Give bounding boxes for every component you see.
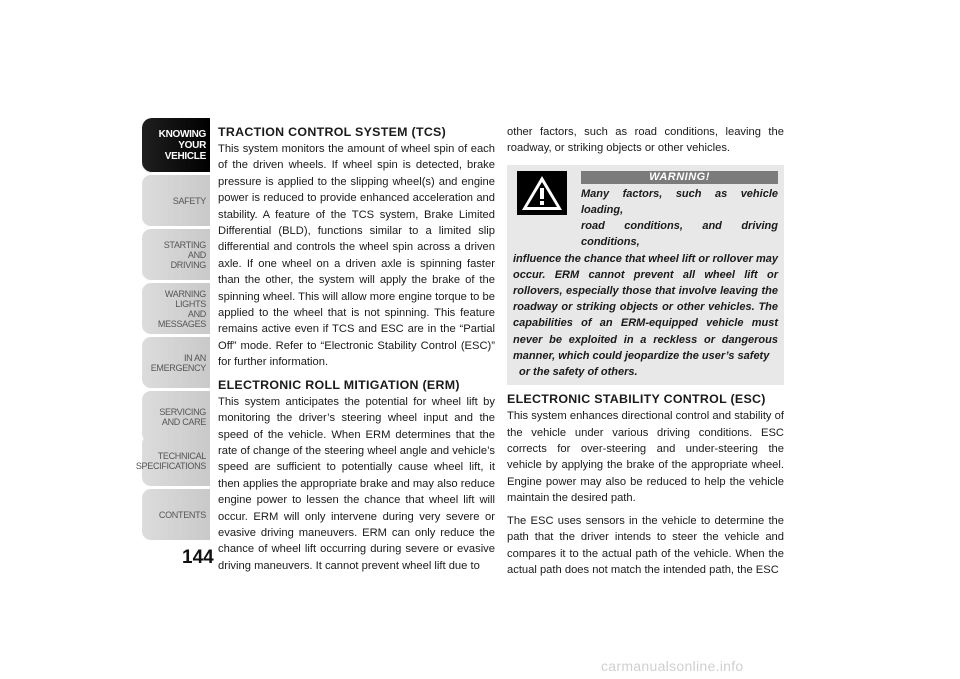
tab-label: STARTING AND DRIVING xyxy=(163,240,206,270)
tab-label: SAFETY xyxy=(172,196,206,206)
tab-contents[interactable] xyxy=(142,489,210,541)
tab-safety[interactable] xyxy=(142,175,210,227)
warning-triangle-icon xyxy=(517,171,567,215)
warning-line-4: or the safety of others. xyxy=(519,366,638,379)
tab-label: KNOWING YOUR VEHICLE xyxy=(158,129,206,162)
warning-line-3: influence the chance that wheel lift or rollover may occur. ERM cannot prevent all wheel lift or rollovers, especially those that involve leaving the roadway or striking objects or other vehicles. The capabilities of an ERM-equipped vehicle must never be exploited in a reckless or dangerous manner, which could jeopardize the user’s safety xyxy=(513,252,778,362)
tab-label: CONTENTS xyxy=(158,510,206,520)
page-number: 144 xyxy=(182,547,214,568)
watermark: carmanualsonline.info xyxy=(601,658,744,674)
right-column xyxy=(507,124,784,584)
tab-label: SERVICING AND CARE xyxy=(159,407,206,427)
tab-warning-lights-and-messages[interactable] xyxy=(142,283,210,335)
erm-heading: ELECTRONIC ROLL MITIGATION (ERM) xyxy=(218,377,460,392)
erm-continuation: other factors, such as road conditions, leaving the roadway, or striking objects or other vehicles. xyxy=(507,126,784,155)
erm-body: This system anticipates the potential for wheel lift by monitoring the driver’s steering wheel input and the speed of the vehicle. When ERM determines that the rate of change of the steering wheel angle and vehicle’s speed are sufficient to potentially cause wheel lift, it then applies the appropriate brake and may also reduce engine power to lessen the chance that wheel lift will occur. ERM will only intervene during very severe or evasive driving maneuvers. ERM can only reduce the chance of wheel lift occurring during severe or evasive driving maneuvers. It cannot prevent wheel lift due to xyxy=(218,395,495,572)
tcs-heading: TRACTION CONTROL SYSTEM (TCS) xyxy=(218,125,447,139)
tab-label: IN AN EMERGENCY xyxy=(150,353,206,373)
esc-body-1: This system enhances directional control and stability of the vehicle under various driving conditions. ESC corrects for over-steering and under-steering the vehicle by applying the brake of the appropriate wheel. Engine power may also be reduced to help the vehicle maintain the desired path. xyxy=(507,410,784,505)
tab-in-an-emergency[interactable] xyxy=(142,337,210,389)
tab-knowing-your-vehicle[interactable] xyxy=(142,118,210,173)
tab-label: TECHNICAL SPECIFICATIONS xyxy=(135,451,206,471)
tab-label: WARNING LIGHTS AND MESSAGES xyxy=(157,289,206,329)
esc-body-2: The ESC uses sensors in the vehicle to determine the path that the driver intends to steer the vehicle and compares it to the actual path of the vehicle. When the actual path does not match the intended path, the ESC xyxy=(507,514,784,576)
warning-title: WARNING! xyxy=(581,171,778,184)
tab-technical-specifications[interactable] xyxy=(135,435,210,487)
tcs-body: This system monitors the amount of wheel spin of each of the driven wheels. If wheel spin is detected, brake pressure is applied to the slipping wheel(s) and engine power is reduced to provide enhanced acceleration and stability. A feature of the TCS system, Brake Limited Differential (BLD), functions similar to a limited slip differential and controls the wheel spin across a driven axle. If one wheel on a driven axle is spinning faster than the other, the system will apply the brake of the spinning wheel. This will allow more engine torque to be applied to the wheel that is not spinning. This feature remains active even if TCS and ESC are in the “Partial Off” mode. Refer to “Electronic Stability Control (ESC)” for further information. xyxy=(218,143,495,369)
esc-heading: ELECTRONIC STABILITY CONTROL (ESC) xyxy=(507,392,766,407)
left-column xyxy=(218,124,495,580)
warning-box xyxy=(507,165,784,385)
tab-starting-and-driving[interactable] xyxy=(142,229,210,281)
warning-line-1: Many factors, such as vehicle loading, xyxy=(581,187,778,217)
warning-text xyxy=(513,186,778,380)
warning-line-2: road conditions, and driving conditions, xyxy=(581,220,778,249)
